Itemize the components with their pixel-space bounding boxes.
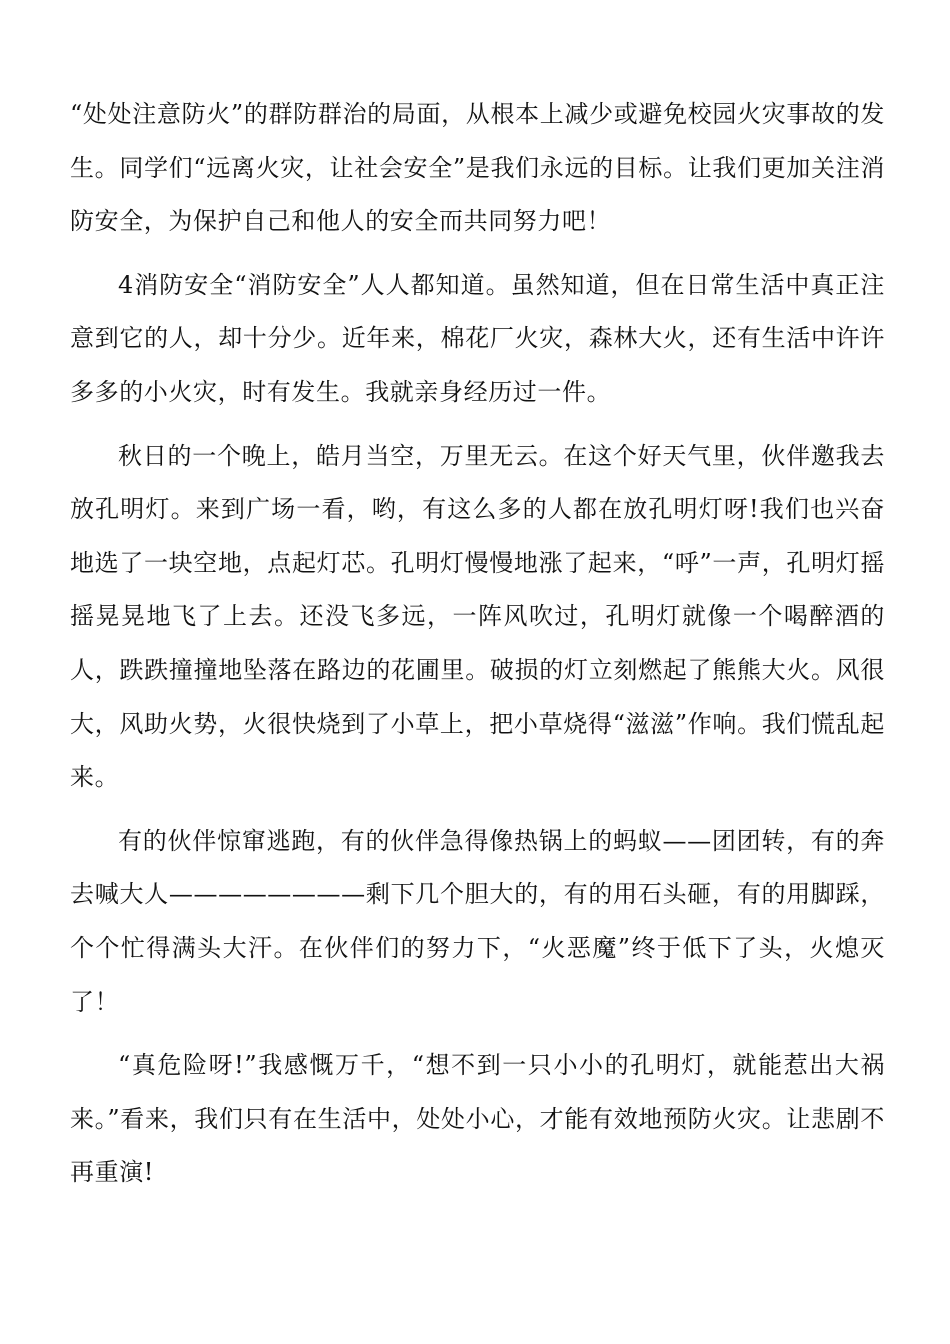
paragraph-4: 有的伙伴惊窜逃跑，有的伙伴急得像热锅上的蚂蚁——团团转，有的奔去喊大人————————剩下几个胆大的，有的用石头砸，有的用脚踩，个个忙得满头大汗。在伙伴们的努力下，“火恶魔”终于低下了头，火熄灭了！ <box>70 826 885 1016</box>
paragraph-3: 秋日的一个晚上，皓月当空，万里无云。在这个好天气里，伙伴邀我去放孔明灯。来到广场一看，哟，有这么多的人都在放孔明灯呀!我们也兴奋地选了一块空地，点起灯芯。孔明灯慢慢地涨了起来，“呼”一声，孔明灯摇摇晃晃地飞了上去。还没飞多远，一阵风吹过，孔明灯就像一个喝醉酒的人，跌跌撞撞地坠落在路边的花圃里。破损的灯立刻燃起了熊熊大火。风很大，风助火势，火很快烧到了小草上，把小草烧得“滋滋”作响。我们慌乱起来。 <box>70 441 885 792</box>
paragraph-1: “处处注意防火”的群防群治的局面，从根本上减少或避免校园火灾事故的发生。同学们“远离火灾，让社会安全”是我们永远的目标。让我们更加关注消防安全，为保护自己和他人的安全而共同努力吧！ <box>70 100 885 236</box>
document-page <box>70 88 885 1210</box>
paragraph-5: “真危险呀!”我感慨万千，“想不到一只小小的孔明灯，就能惹出大祸来。”看来，我们只有在生活中，处处小心，才能有效地预防火灾。让悲剧不再重演! <box>70 1051 885 1187</box>
paragraph-2: 4消防安全“消防安全”人人都知道。虽然知道，但在日常生活中真正注意到它的人，却十分少。近年来，棉花厂火灾，森林大火，还有生活中许许多多的小火灾，时有发生。我就亲身经历过一件。 <box>70 270 885 406</box>
